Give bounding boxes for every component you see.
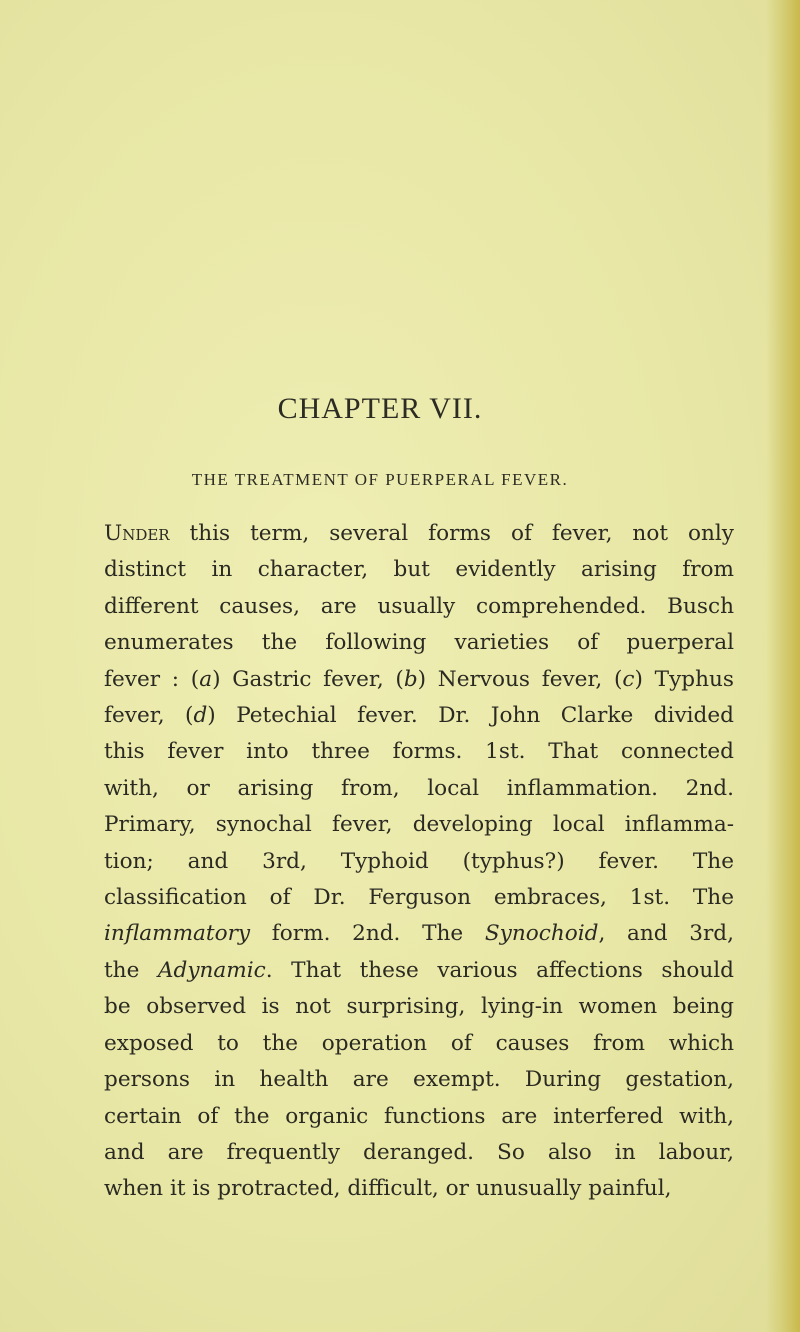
page-edge-shadow bbox=[766, 0, 800, 1332]
text-line: the Adynamic. That these various affections should bbox=[104, 957, 734, 983]
drop-word: Under bbox=[104, 521, 170, 546]
text-line: Primary, synochal fever, developing local inflamma- bbox=[104, 812, 734, 838]
text-line: classification of Dr. Ferguson embraces, 1st. The bbox=[104, 885, 734, 911]
text-line: this fever into three forms. 1st. That connected bbox=[104, 739, 734, 765]
text-line: with, or arising from, local inflammation. 2nd. bbox=[104, 775, 734, 801]
text-line: enumerates the following varieties of puerperal bbox=[104, 630, 734, 656]
text-line: persons in health are exempt. During gestation, bbox=[104, 1067, 734, 1093]
text-line: when it is protracted, difficult, or unusually painful, bbox=[104, 1176, 672, 1202]
text-line: and are frequently deranged. So also in labour, bbox=[104, 1139, 734, 1165]
text-line: certain of the organic functions are interfered with, bbox=[104, 1103, 734, 1129]
text-line: Under this term, several forms of fever, not only bbox=[104, 521, 734, 546]
text-line: fever : (a) Gastric fever, (b) Nervous fever, (c) Typhus bbox=[104, 666, 734, 692]
text-line: tion; and 3rd, Typhoid (typhus?) fever. The bbox=[104, 848, 734, 874]
text-line: fever, (d) Petechial fever. Dr. John Clarke divided bbox=[104, 703, 734, 729]
text-line: distinct in character, but evidently arising from bbox=[104, 557, 734, 583]
chapter-subtitle: THE TREATMENT OF PUERPERAL FEVER. bbox=[191, 470, 569, 489]
chapter-title: CHAPTER VII. bbox=[277, 392, 483, 425]
body-paragraph bbox=[104, 516, 734, 1208]
text-line: different causes, are usually comprehended. Busch bbox=[104, 593, 734, 619]
text-line: inflammatory form. 2nd. The Synochoid, and 3rd, bbox=[104, 921, 734, 947]
text-line: be observed is not surprising, lying-in women being bbox=[104, 994, 734, 1020]
text-line: exposed to the operation of causes from which bbox=[104, 1030, 734, 1056]
